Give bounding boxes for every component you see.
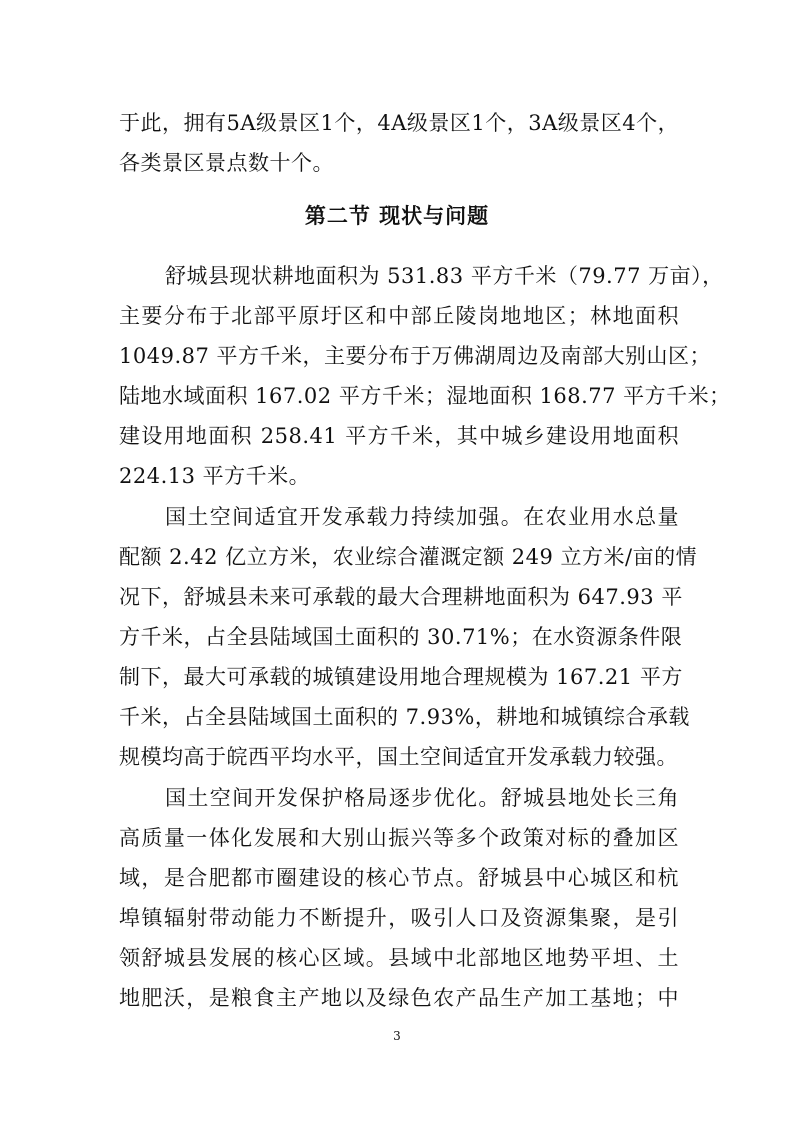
text-line: 埠镇辐射带动能力不断提升，吸引人口及资源集聚，是引 <box>119 906 679 930</box>
text-line: 建设用地面积 258.41 平方千米，其中城乡建设用地面积 <box>119 424 679 448</box>
text-line: 224.13 平方千米。 <box>119 464 311 488</box>
text-line: 况下，舒城县未来可承载的最大合理耕地面积为 647.93 平 <box>119 585 683 609</box>
text-line: 规模均高于皖西平均水平，国土空间适宜开发承载力较强。 <box>119 745 678 769</box>
text-line: 1049.87 平方千米，主要分布于万佛湖周边及南部大别山区； <box>119 344 712 368</box>
text-line: 国土空间开发保护格局逐步优化。舒城县地处长三角 <box>165 786 679 810</box>
text-line: 舒城县现状耕地面积为 531.83 平方千米（79.77 万亩）， <box>165 264 724 288</box>
text-line: 高质量一体化发展和大别山振兴等多个政策对标的叠加区 <box>119 826 679 850</box>
section-heading: 第二节 现状与问题 <box>304 204 490 228</box>
text-line: 各类景区景点数十个。 <box>119 151 334 175</box>
page-number: 3 <box>393 1029 401 1043</box>
text-line: 国土空间适宜开发承载力持续加强。在农业用水总量 <box>165 505 679 529</box>
text-line: 领舒城县发展的核心区域。县域中北部地区地势平坦、土 <box>119 946 679 970</box>
text-line: 制下，最大可承载的城镇建设用地合理规模为 167.21 平方 <box>119 665 683 689</box>
text-line: 主要分布于北部平原圩区和中部丘陵岗地地区；林地面积 <box>119 304 679 328</box>
text-line: 域，是合肥都市圈建设的核心节点。舒城县中心城区和杭 <box>119 866 679 890</box>
text-line: 地肥沃，是粮食主产地以及绿色农产品生产加工基地；中 <box>119 986 679 1010</box>
text-line: 配额 2.42 亿立方米，农业综合灌溉定额 249 立方米/亩的情 <box>119 545 698 569</box>
text-line: 千米，占全县陆域国土面积的 7.93%，耕地和城镇综合承载 <box>119 705 690 729</box>
text-line: 于此，拥有5A级景区1个，4A级景区1个，3A级景区4个， <box>119 111 680 135</box>
text-line: 陆地水域面积 167.02 平方千米；湿地面积 168.77 平方千米； <box>119 384 731 408</box>
text-line: 方千米，占全县陆域国土面积的 30.71%；在水资源条件限 <box>119 625 683 649</box>
